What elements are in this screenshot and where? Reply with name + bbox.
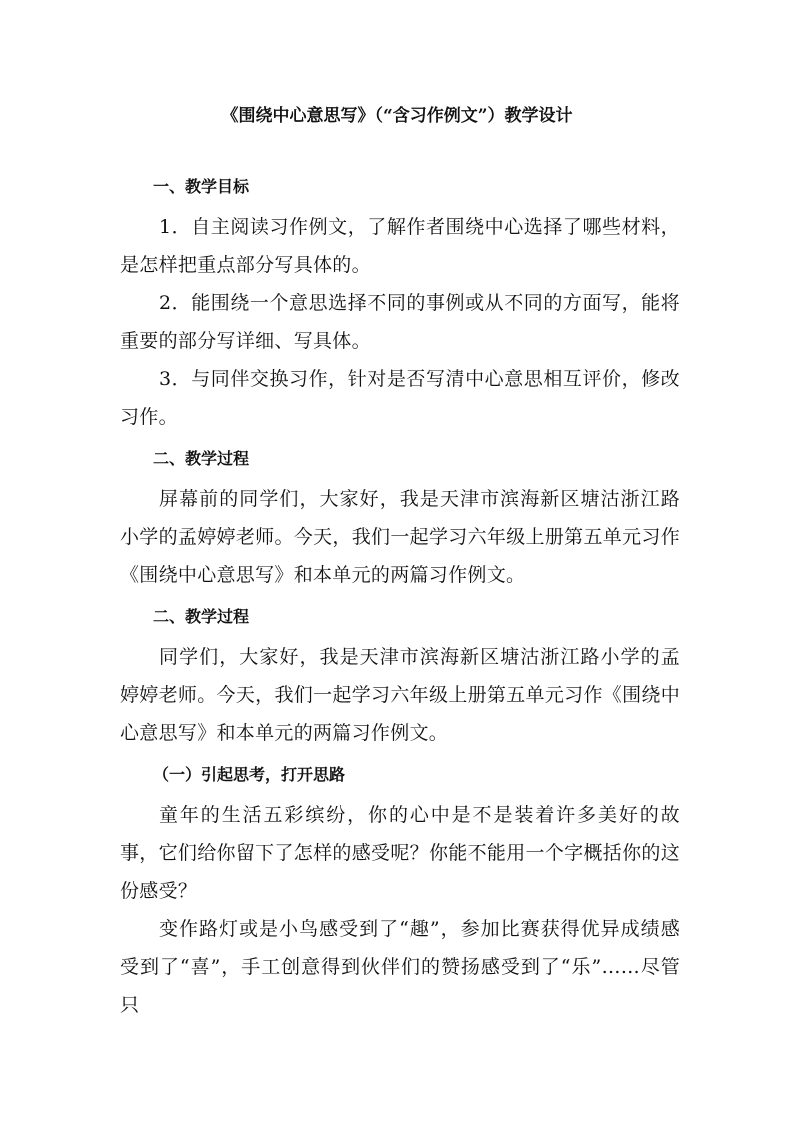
section-teaching-goals (120, 176, 680, 436)
section-heading-process-2: 二、教学过程 (153, 607, 250, 626)
body-paragraph-1: 童年的生活五彩缤纷，你的心中是不是装着许多美好的故事，它们给你留下了怎样的感受呢？你能不能用一个字概括你的这份感受？ (120, 804, 680, 902)
section-heading-inspire: （一）引起思考，打开思路 (153, 765, 346, 784)
document-title: 《围绕中心意思写》（“含习作例文”）教学设计 (221, 106, 573, 126)
goal-item-3: 3．与同伴交换习作，针对是否写清中心意思相互评价，修改习作。 (120, 368, 680, 428)
section-heading-process-1: 二、教学过程 (153, 449, 250, 468)
section-inspire-thinking (120, 764, 680, 1024)
intro-paragraph-1: 屏幕前的同学们，大家好，我是天津市滨海新区塘沽浙江路小学的孟婷婷老师。今天，我们一起学习六年级上册第五单元习作《围绕中心意思写》和本单元的两篇习作例文。 (120, 488, 680, 586)
document-body (120, 176, 680, 1036)
body-paragraph-2: 变作路灯或是小鸟感受到了“趣”，参加比赛获得优异成绩感受到了“喜”，手工创意得到伙伴们的赞扬感受到了“乐”……尽管只 (120, 918, 680, 1016)
goal-item-1: 1．自主阅读习作例文，了解作者围绕中心选择了哪些材料，是怎样把重点部分写具体的。 (120, 216, 680, 276)
section-teaching-process-2 (120, 606, 680, 752)
section-heading-goals: 一、教学目标 (153, 177, 250, 196)
intro-paragraph-2: 同学们，大家好，我是天津市滨海新区塘沽浙江路小学的孟婷婷老师。今天，我们一起学习六年级上册第五单元习作《围绕中心意思写》和本单元的两篇习作例文。 (120, 646, 680, 744)
section-teaching-process-1 (120, 448, 680, 594)
goal-item-2: 2．能围绕一个意思选择不同的事例或从不同的方面写，能将重要的部分写详细、写具体。 (120, 292, 680, 352)
